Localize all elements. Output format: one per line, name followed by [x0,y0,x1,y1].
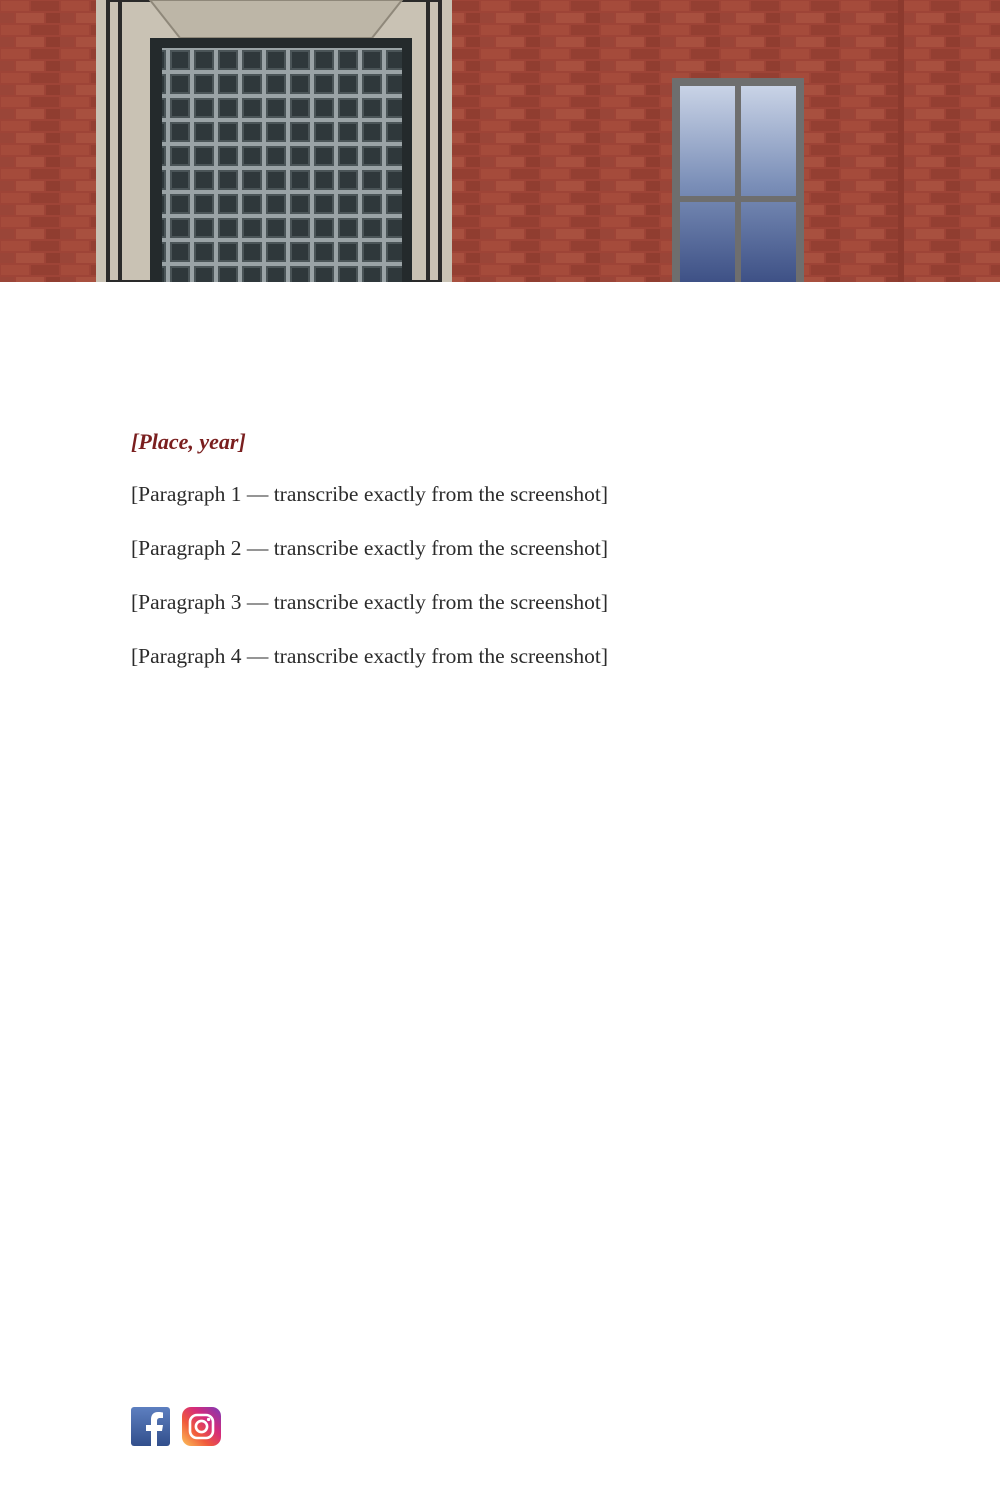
blurb-paragraph: [Paragraph 3 — transcribe exactly from the screenshot] [131,590,608,614]
left-window [96,0,452,282]
back-cover-blurb [131,426,869,694]
facade-illustration [0,0,1000,282]
place-date-heading: [Place, year] [131,429,246,454]
blurb-paragraph: [Paragraph 4 — transcribe exactly from the screenshot] [131,644,608,668]
blurb-paragraph: [Paragraph 1 — transcribe exactly from the screenshot] [131,482,608,506]
instagram-icon[interactable] [182,1407,221,1446]
blurb-paragraph: [Paragraph 2 — transcribe exactly from the screenshot] [131,536,608,560]
social-links [131,1407,221,1446]
cover-art-facade [0,0,1000,282]
facebook-icon[interactable] [131,1407,170,1446]
right-window [672,78,804,282]
